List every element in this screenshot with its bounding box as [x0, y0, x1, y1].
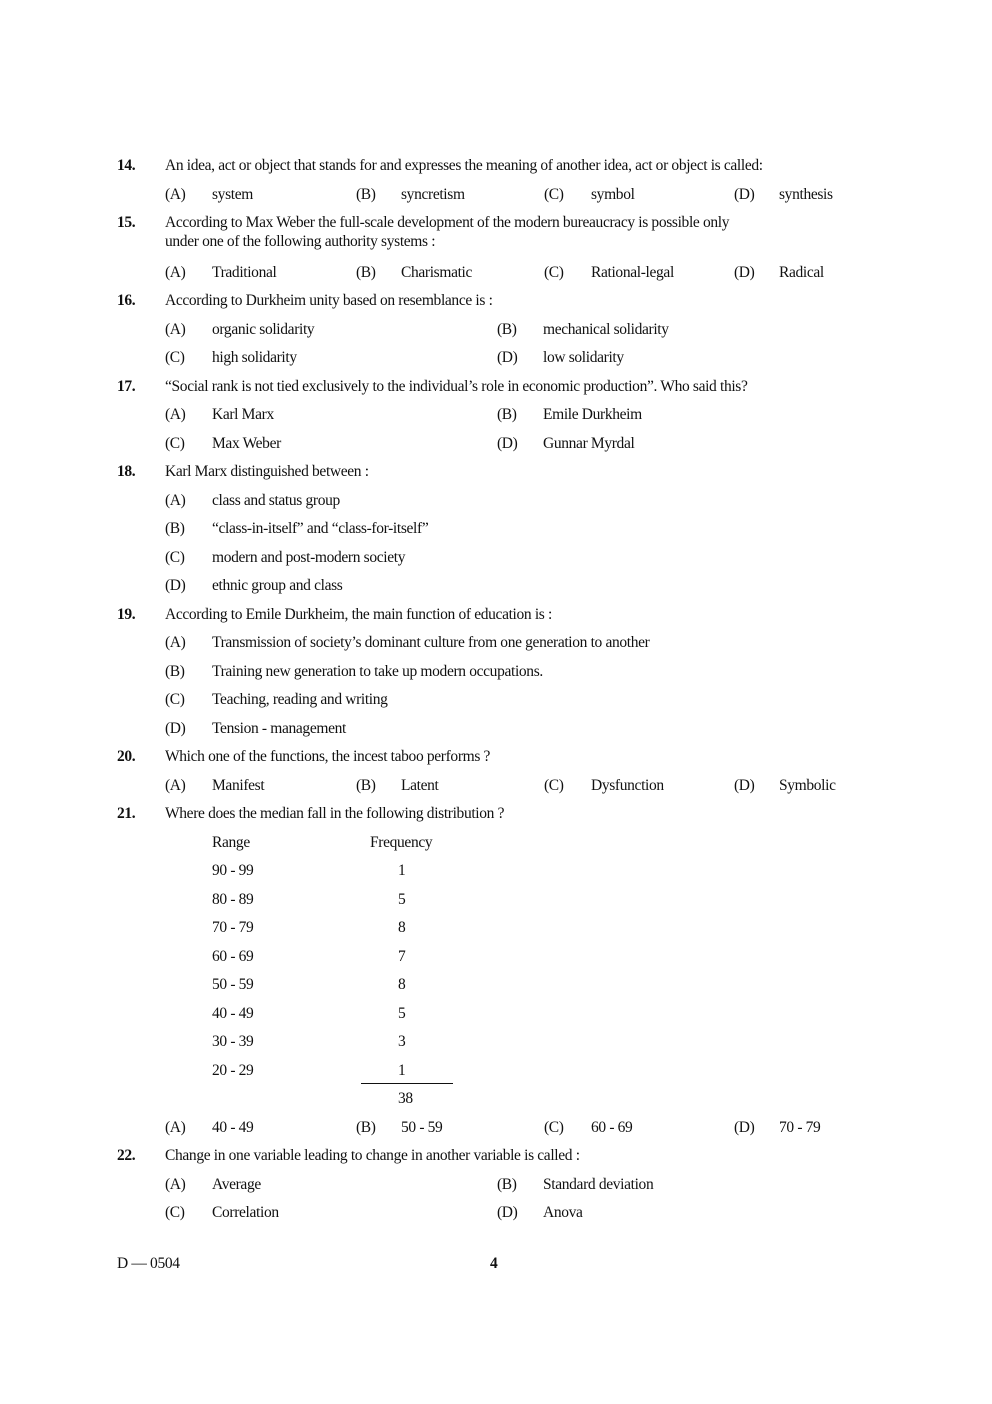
- option-text: syncretism: [401, 185, 465, 203]
- question-text: Change in one variable leading to change in another variable is called :: [165, 1147, 580, 1164]
- table-row: [0, 1057, 992, 1086]
- range-cell: 30 - 39: [212, 1033, 254, 1050]
- option-letter: (D): [734, 185, 755, 203]
- question-21-line: [0, 800, 992, 829]
- option-text: Emile Durkheim: [543, 406, 642, 423]
- option-letter: (D): [734, 263, 755, 281]
- option-text: Gunnar Myrdal: [543, 434, 635, 452]
- option-letter: (A): [165, 1118, 186, 1136]
- question-text: Karl Marx distinguished between :: [165, 463, 369, 480]
- question-number: 19.: [117, 605, 136, 623]
- question-number: 18.: [117, 463, 136, 480]
- option-text: Latent: [401, 776, 439, 794]
- option-letter: (A): [165, 406, 186, 423]
- option-letter: (C): [165, 1204, 185, 1221]
- option-letter: (C): [165, 548, 185, 566]
- options-row: [0, 316, 992, 345]
- option-text: Training new generation to take up modern occupations.: [212, 662, 543, 680]
- options-row: [0, 181, 992, 210]
- option-letter: (D): [497, 1204, 518, 1221]
- range-cell: 60 - 69: [212, 947, 254, 965]
- option-text: class and status group: [212, 491, 340, 509]
- option-letter: (A): [165, 1175, 186, 1193]
- options-row: [0, 259, 992, 288]
- option-text: symbol: [591, 185, 635, 203]
- option-text: Traditional: [212, 263, 277, 281]
- options-row: [0, 515, 992, 544]
- range-cell: 90 - 99: [212, 862, 254, 879]
- option-text: Transmission of society’s dominant culture from one generation to another: [212, 634, 650, 651]
- question-text: under one of the following authority systems :: [165, 232, 436, 250]
- question-number: 17.: [117, 377, 136, 395]
- option-text: Charismatic: [401, 263, 473, 281]
- option-text: high solidarity: [212, 349, 297, 366]
- option-text: Average: [212, 1175, 261, 1193]
- table-row: [0, 886, 992, 915]
- option-letter: (C): [544, 776, 564, 794]
- option-text: 60 - 69: [591, 1118, 633, 1136]
- options-row: [0, 686, 992, 715]
- options-row: [0, 544, 992, 573]
- question-text: According to Max Weber the full-scale development of the modern bureaucracy is possible only: [165, 214, 730, 231]
- options-row: [0, 772, 992, 801]
- option-text: Standard deviation: [543, 1175, 654, 1193]
- option-letter: (A): [165, 263, 186, 281]
- frequency-cell: 1: [398, 1061, 406, 1079]
- question-number: 20.: [117, 748, 136, 765]
- range-cell: 80 - 89: [212, 890, 254, 908]
- question-15-line: [0, 231, 992, 252]
- question-14-line: [0, 152, 992, 181]
- question-18-line: [0, 458, 992, 487]
- option-letter: (B): [165, 520, 185, 537]
- option-text: Dysfunction: [591, 776, 664, 794]
- frequency-cell: 3: [398, 1033, 406, 1050]
- option-letter: (B): [165, 662, 185, 680]
- table-row: [0, 914, 992, 943]
- frequency-total: 38: [398, 1090, 413, 1107]
- option-letter: (D): [165, 577, 186, 594]
- option-letter: (D): [497, 349, 518, 366]
- range-cell: 70 - 79: [212, 919, 254, 936]
- page-footer: [0, 1250, 992, 1278]
- question-16-line: [0, 287, 992, 316]
- option-letter: (B): [497, 1175, 517, 1193]
- page-number: 4: [490, 1255, 498, 1272]
- options-row: [0, 658, 992, 687]
- range-cell: 40 - 49: [212, 1004, 254, 1022]
- option-letter: (B): [356, 185, 376, 203]
- option-text: low solidarity: [543, 349, 624, 366]
- option-text: 50 - 59: [401, 1118, 443, 1136]
- question-text: “Social rank is not tied exclusively to the individual’s role in economic production”. Who said this?: [165, 377, 748, 395]
- option-text: modern and post-modern society: [212, 548, 406, 566]
- frequency-cell: 5: [398, 1004, 406, 1022]
- option-letter: (A): [165, 634, 186, 651]
- option-letter: (C): [544, 263, 564, 281]
- question-20-line: [0, 743, 992, 772]
- table-total: [0, 1085, 992, 1114]
- question-19-line: [0, 601, 992, 630]
- paper-code: D — 0504: [117, 1255, 180, 1272]
- option-text: 70 - 79: [779, 1118, 821, 1136]
- option-text: Max Weber: [212, 434, 281, 452]
- options-row: [0, 1114, 992, 1143]
- table-row: [0, 857, 992, 886]
- frequency-cell: 8: [398, 919, 406, 936]
- option-letter: (D): [165, 719, 186, 737]
- option-text: organic solidarity: [212, 320, 315, 338]
- question-22-line: [0, 1142, 992, 1171]
- option-text: system: [212, 185, 253, 203]
- option-text: synthesis: [779, 185, 833, 203]
- column-header-frequency: Frequency: [370, 833, 433, 851]
- question-17-line: [0, 373, 992, 402]
- option-letter: (A): [165, 320, 186, 338]
- question-text: According to Durkheim unity based on resemblance is :: [165, 292, 493, 309]
- options-row: [0, 430, 992, 459]
- option-letter: (B): [356, 1118, 376, 1136]
- option-text: 40 - 49: [212, 1118, 254, 1136]
- option-letter: (B): [356, 776, 376, 794]
- option-letter: (B): [356, 263, 376, 281]
- option-text: mechanical solidarity: [543, 320, 669, 338]
- option-text: Anova: [543, 1204, 583, 1221]
- option-letter: (D): [734, 1118, 755, 1136]
- option-text: Manifest: [212, 776, 265, 794]
- option-letter: (D): [497, 434, 518, 452]
- question-number: 15.: [117, 214, 136, 231]
- column-header-range: Range: [212, 833, 250, 851]
- options-row: [0, 487, 992, 516]
- table-row: [0, 1028, 992, 1057]
- table-row: [0, 1000, 992, 1029]
- options-row: [0, 629, 992, 658]
- options-row: [0, 401, 992, 430]
- options-row: [0, 1199, 992, 1228]
- option-letter: (D): [734, 776, 755, 794]
- options-row: [0, 344, 992, 373]
- table-header: [0, 829, 992, 858]
- options-row: [0, 1171, 992, 1200]
- total-rule: [361, 1083, 453, 1084]
- option-letter: (B): [497, 406, 517, 423]
- option-text: Symbolic: [779, 776, 836, 794]
- option-letter: (C): [165, 691, 185, 708]
- options-row: [0, 715, 992, 744]
- question-list: [0, 152, 992, 1228]
- option-letter: (C): [165, 349, 185, 366]
- option-text: Teaching, reading and writing: [212, 691, 388, 708]
- option-letter: (B): [497, 320, 517, 338]
- options-row: [0, 572, 992, 601]
- question-text: Which one of the functions, the incest taboo performs ?: [165, 748, 491, 765]
- question-text: Where does the median fall in the following distribution ?: [165, 805, 505, 822]
- table-row: [0, 943, 992, 972]
- range-cell: 20 - 29: [212, 1061, 254, 1079]
- question-number: 22.: [117, 1147, 136, 1164]
- option-text: Rational-legal: [591, 263, 674, 281]
- option-letter: (C): [544, 1118, 564, 1136]
- question-number: 16.: [117, 292, 136, 309]
- question-text: An idea, act or object that stands for and expresses the meaning of another idea, act or object is called:: [165, 157, 763, 174]
- frequency-cell: 5: [398, 890, 406, 908]
- range-cell: 50 - 59: [212, 976, 254, 993]
- table-row: [0, 971, 992, 1000]
- option-text: “class-in-itself” and “class-for-itself”: [212, 520, 429, 537]
- frequency-cell: 1: [398, 862, 406, 879]
- option-text: Tension - management: [212, 719, 346, 737]
- option-letter: (C): [544, 185, 564, 203]
- option-letter: (C): [165, 434, 185, 452]
- question-number: 14.: [117, 157, 136, 174]
- option-text: Radical: [779, 263, 824, 281]
- frequency-cell: 7: [398, 947, 406, 965]
- option-letter: (A): [165, 185, 186, 203]
- question-number: 21.: [117, 805, 136, 822]
- question-text: According to Emile Durkheim, the main function of education is :: [165, 605, 552, 623]
- frequency-cell: 8: [398, 976, 406, 993]
- option-text: Karl Marx: [212, 406, 274, 423]
- option-letter: (A): [165, 491, 186, 509]
- option-text: Correlation: [212, 1204, 279, 1221]
- option-letter: (A): [165, 776, 186, 794]
- option-text: ethnic group and class: [212, 577, 343, 594]
